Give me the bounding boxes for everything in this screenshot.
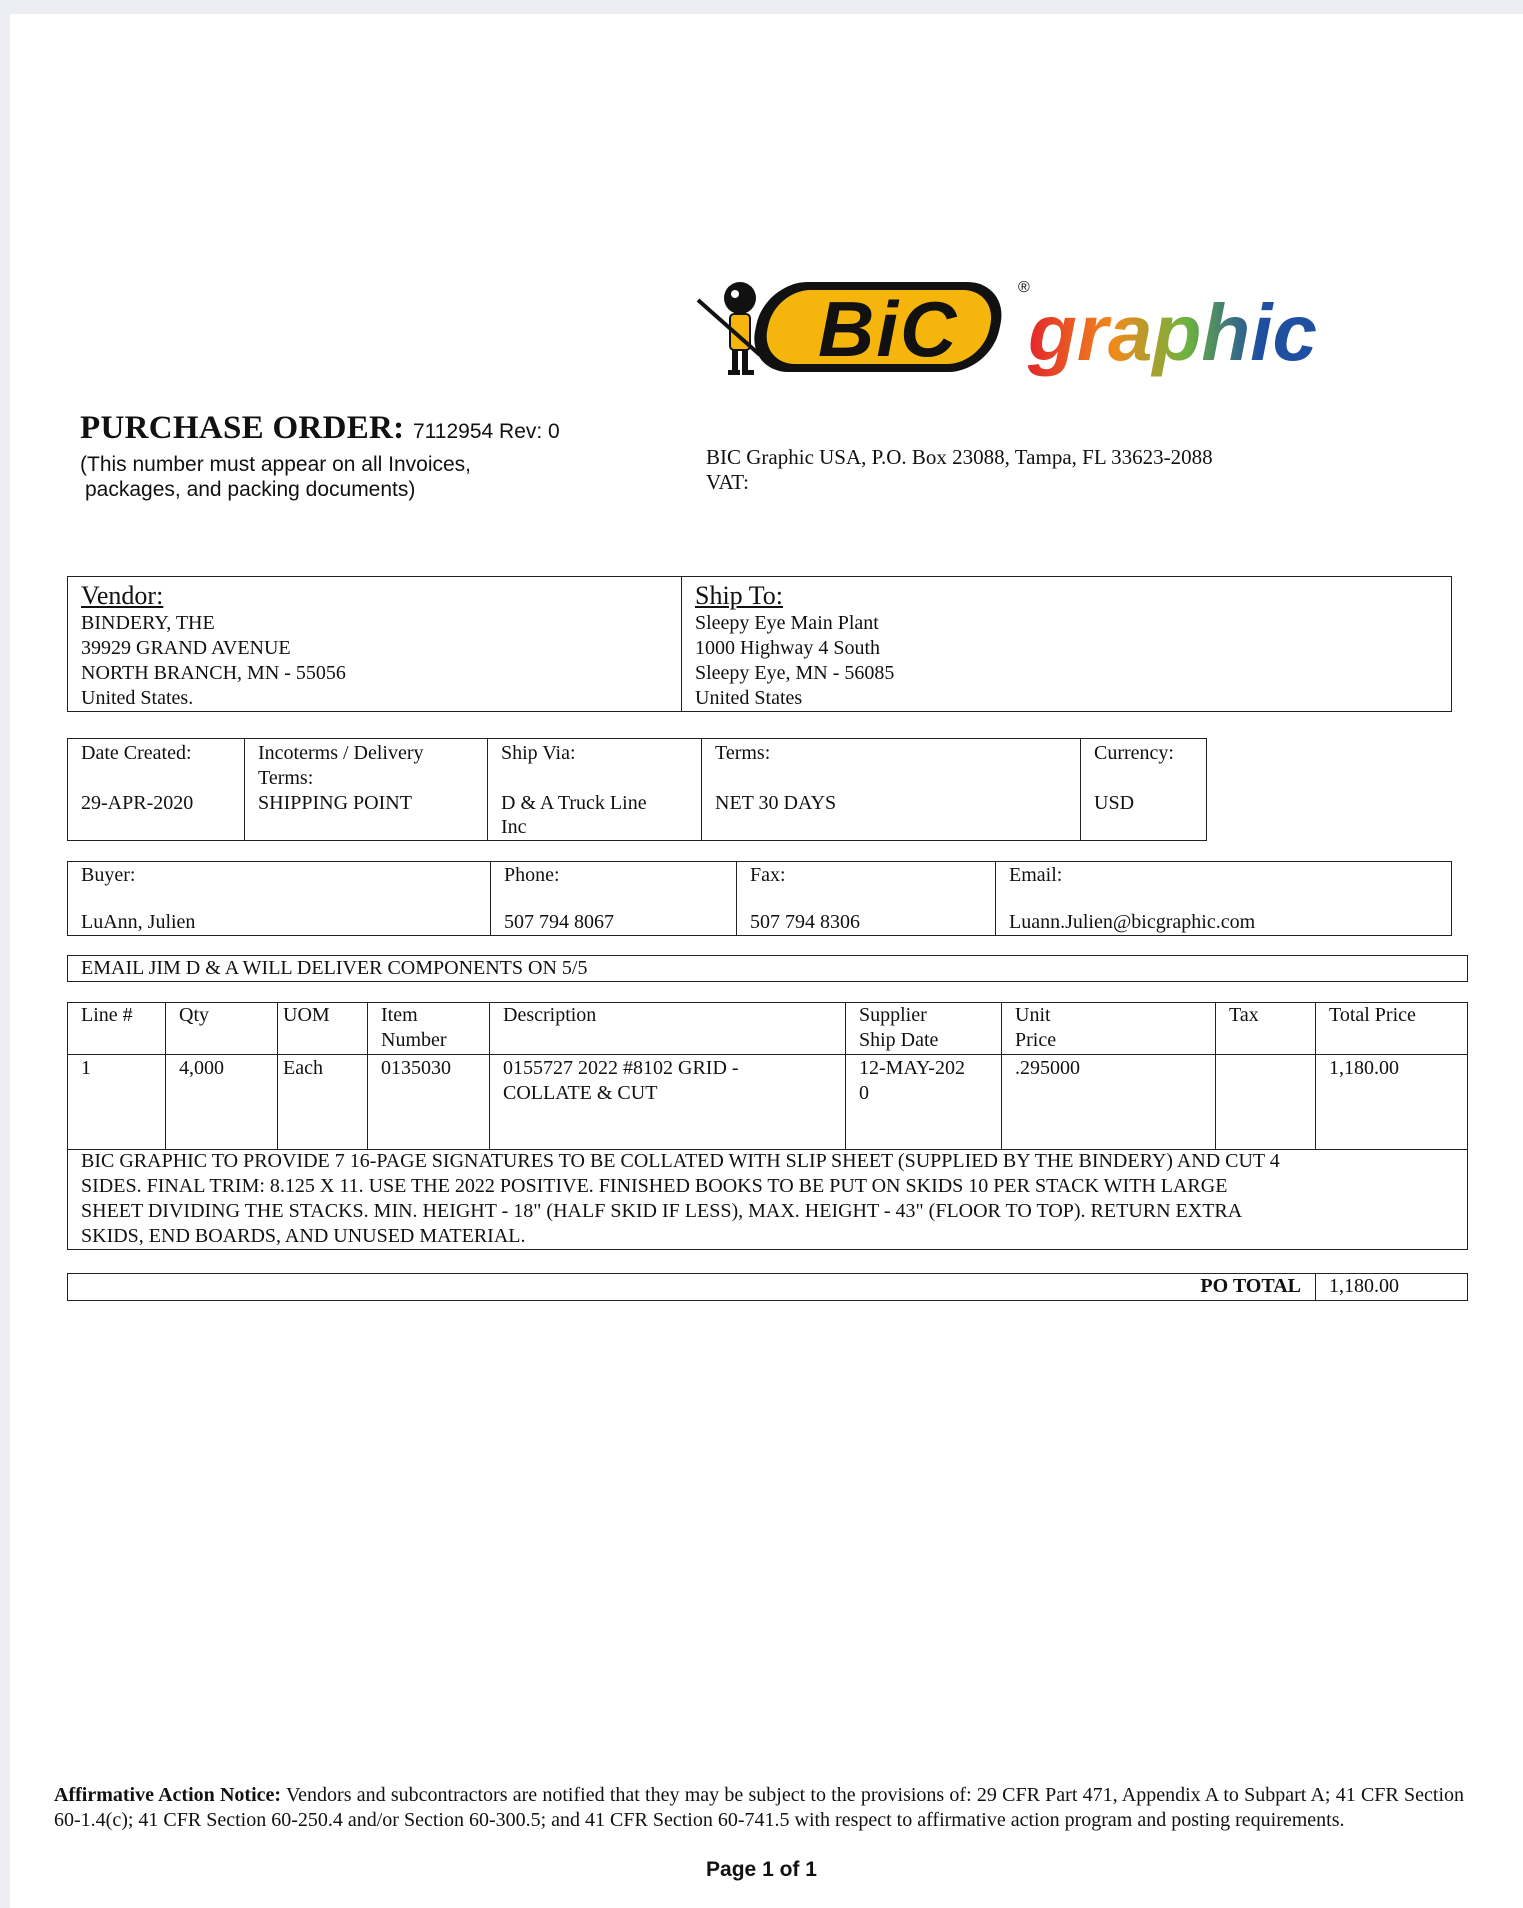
terms-label: Terms: (715, 742, 771, 764)
vendor-name: BINDERY, THE (81, 612, 215, 634)
company-block (706, 445, 1213, 495)
col-header-tax: Tax (1229, 1004, 1259, 1026)
vendor-country: United States. (81, 687, 194, 709)
col-header-item: Item (381, 1004, 418, 1026)
svg-text:BiC: BiC (818, 285, 959, 373)
vat-label: VAT: (706, 470, 749, 494)
po-total-label: PO TOTAL (1200, 1275, 1301, 1297)
bic-boy-mascot-icon (698, 282, 760, 375)
company-address: BIC Graphic USA, P.O. Box 23088, Tampa, FL 33623-2088 (706, 445, 1213, 469)
phone-value: 507 794 8067 (504, 911, 614, 933)
date-created-value: 29-APR-2020 (81, 792, 194, 814)
affirmative-action-notice (54, 1783, 1464, 1833)
ship-to-street: 1000 Highway 4 South (695, 637, 880, 659)
po-note-line2: packages, and packing documents) (85, 478, 416, 501)
currency-label: Currency: (1094, 742, 1174, 764)
notice-label: Affirmative Action Notice: (54, 1784, 282, 1806)
incoterms-label: Incoterms / Delivery (258, 742, 424, 764)
line-description-2: COLLATE & CUT (503, 1082, 658, 1104)
address-box (67, 576, 1452, 712)
ship-to-name: Sleepy Eye Main Plant (695, 612, 879, 634)
vendor-street: 39929 GRAND AVENUE (81, 637, 291, 659)
instructions-line-2: SIDES. FINAL TRIM: 8.125 X 11. USE THE 2022 POSITIVE. FINISHED BOOKS TO BE PUT ON SKIDS 10 PER STACK WITH LARGE (81, 1175, 1228, 1197)
col-header-qty: Qty (179, 1004, 209, 1026)
notice-text: Vendors and subcontractors are notified that they may be subject to the provisions of: 29 CFR Part 471, Appendix A to Subpart A; 41 CFR Section 60-1.4(c); 41 CFR Section 60-250.4 and/or Section 60-300.5; and 41 CFR Section 60-741.5 with respect to affirmative action program and posting requirements. (54, 1784, 1464, 1831)
fax-value: 507 794 8306 (750, 911, 860, 933)
instructions-line-3: SHEET DIVIDING THE STACKS. MIN. HEIGHT - 18" (HALF SKID IF LESS), MAX. HEIGHT - 43" (FLOOR TO TOP). RETURN EXTRA (81, 1200, 1243, 1222)
buyer-value: LuAnn, Julien (81, 911, 196, 933)
po-total-value: 1,180.00 (1329, 1275, 1399, 1297)
fax-label: Fax: (750, 864, 786, 886)
buyer-box (67, 861, 1452, 936)
terms-value: NET 30 DAYS (715, 792, 837, 814)
email-value: Luann.Julien@bicgraphic.com (1009, 911, 1256, 933)
terms-box (67, 738, 1207, 841)
instructions-line-1: BIC GRAPHIC TO PROVIDE 7 16-PAGE SIGNATURES TO BE COLLATED WITH SLIP SHEET (SUPPLIED BY THE BINDERY) AND CUT 4 (81, 1150, 1280, 1172)
po-number: 7112954 Rev: 0 (413, 420, 560, 443)
email-label: Email: (1009, 864, 1063, 886)
phone-label: Phone: (504, 864, 560, 886)
instructions-line-4: SKIDS, END BOARDS, AND UNUSED MATERIAL. (81, 1225, 526, 1247)
bic-badge (746, 279, 1030, 373)
ship-to-label: Ship To: (695, 581, 784, 610)
delivery-note: EMAIL JIM D & A WILL DELIVER COMPONENTS ON 5/5 (81, 957, 588, 979)
line-qty: 4,000 (179, 1057, 224, 1079)
col-header-total: Total Price (1329, 1004, 1416, 1026)
svg-text:®: ® (1018, 279, 1030, 296)
bic-graphic-logo (690, 270, 1350, 390)
col-header-description: Description (503, 1004, 597, 1026)
page-number: Page 1 of 1 (706, 1858, 817, 1881)
col-header-unit-price: Unit (1015, 1004, 1051, 1026)
line-unit-price: .295000 (1015, 1057, 1080, 1079)
buyer-label: Buyer: (81, 864, 136, 886)
po-note-line1: (This number must appear on all Invoices, (80, 453, 472, 476)
graphic-wordmark: graphic (1028, 288, 1317, 377)
po-title-label: PURCHASE ORDER: (80, 410, 405, 446)
line-number: 1 (81, 1057, 91, 1079)
incoterms-value: SHIPPING POINT (258, 792, 412, 814)
ship-via-value-2: Inc (501, 816, 527, 838)
ship-to-city: Sleepy Eye, MN - 56085 (695, 662, 895, 684)
incoterms-label-2: Terms: (258, 767, 314, 789)
line-uom: Each (283, 1057, 323, 1079)
line-total: 1,180.00 (1329, 1057, 1399, 1079)
line-items-table (67, 1002, 1468, 1250)
col-header-uom: UOM (283, 1004, 330, 1026)
date-created-label: Date Created: (81, 742, 192, 764)
currency-value: USD (1094, 792, 1135, 814)
vendor-label: Vendor: (81, 581, 164, 610)
col-header-ship-date-2: Ship Date (859, 1029, 939, 1051)
line-ship-date-2: 0 (859, 1082, 869, 1104)
ship-to-country: United States (695, 687, 803, 709)
line-description: 0155727 2022 #8102 GRID - (503, 1057, 739, 1079)
col-header-unit-price-2: Price (1015, 1029, 1057, 1051)
delivery-note-box (67, 955, 1468, 982)
vendor-city: NORTH BRANCH, MN - 55056 (81, 662, 346, 684)
col-header-ship-date: Supplier (859, 1004, 927, 1026)
ship-via-label: Ship Via: (501, 742, 576, 764)
line-ship-date: 12-MAY-202 (859, 1057, 965, 1079)
line-item-number: 0135030 (381, 1057, 451, 1079)
po-note (80, 452, 471, 502)
col-header-item-2: Number (381, 1029, 447, 1051)
ship-via-value: D & A Truck Line (501, 792, 647, 814)
po-title (80, 410, 560, 447)
col-header-line: Line # (81, 1004, 133, 1026)
po-total-box (67, 1273, 1468, 1301)
